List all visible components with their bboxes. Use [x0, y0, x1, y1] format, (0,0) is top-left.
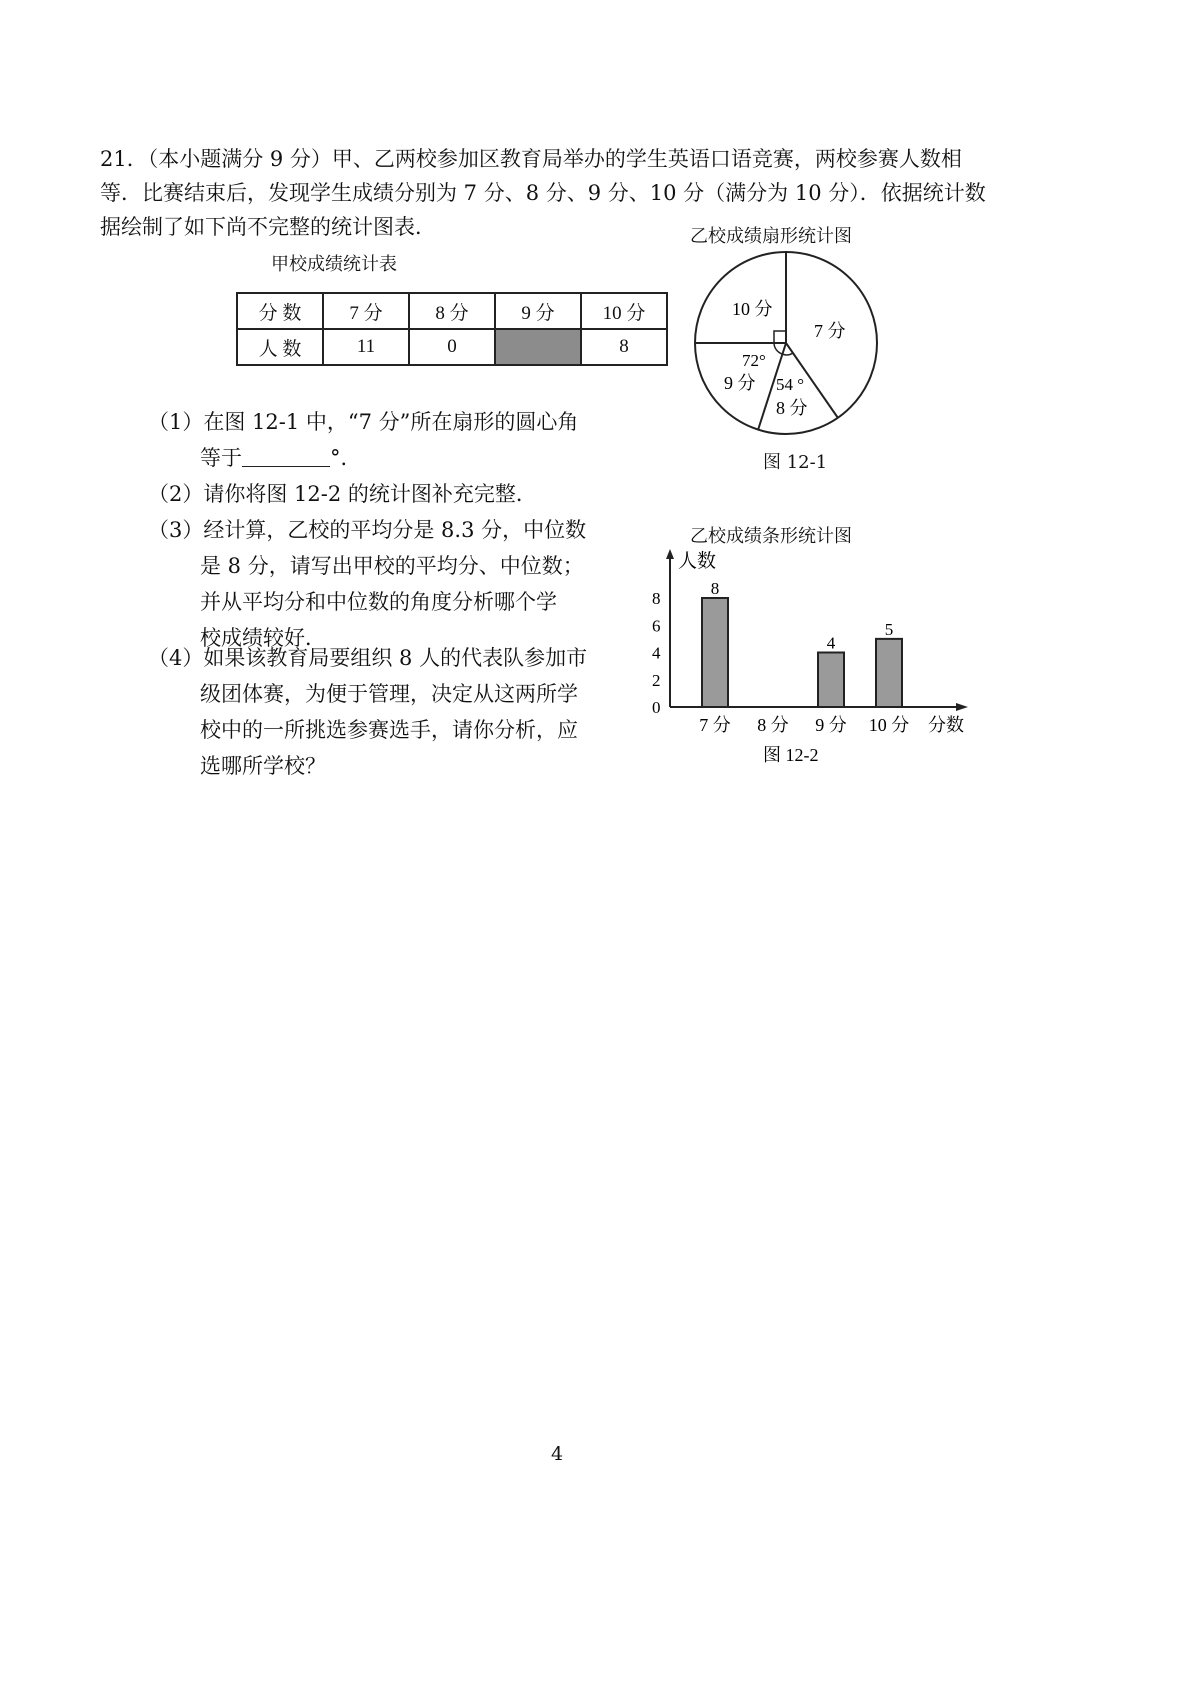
table-header-row: [237, 293, 667, 329]
pie-label-9: 9 分: [724, 373, 756, 393]
table-cell-shaded: [495, 329, 581, 365]
question-4: [148, 640, 587, 784]
bar: [818, 653, 844, 708]
question-2: [148, 476, 537, 512]
problem-line: 据绘制了如下尚不完整的统计图表．: [100, 215, 436, 239]
bar-chart: [640, 545, 980, 785]
table-cell: 9 分: [495, 293, 581, 329]
question-text: 并从平均分和中位数的角度分析哪个学: [200, 590, 557, 614]
question-number: （2）: [148, 482, 204, 506]
question-text: 请你将图 12-2 的统计图补充完整．: [203, 482, 537, 506]
x-tick-label: 10 分: [868, 715, 910, 735]
y-tick-label: 0: [652, 698, 661, 717]
table-cell: 8: [581, 329, 667, 365]
y-tick-label: 8: [652, 589, 661, 608]
pie-chart: [690, 246, 890, 446]
y-axis-label: 人数: [678, 551, 717, 572]
question-3: [148, 512, 586, 656]
x-tick-label: 8 分: [757, 715, 789, 735]
page-number: 4: [551, 1443, 564, 1465]
table-cell: 10 分: [581, 293, 667, 329]
x-axis-label: 分数: [928, 715, 964, 735]
problem-line: 等．比赛结束后，发现学生成绩分别为 7 分、8 分、9 分、10 分（满分为 10 分）．依据统计数: [100, 181, 986, 205]
bar: [702, 598, 728, 707]
answer-blank: [242, 444, 330, 467]
bar: [876, 639, 902, 707]
question-1: [148, 404, 578, 476]
question-text: 如果该教育局要组织 8 人的代表队参加市: [203, 646, 588, 670]
table-cell: 11: [323, 329, 409, 365]
x-tick-label: 7 分: [699, 715, 731, 735]
problem-line: 21．（本小题满分 9 分）甲、乙两校参加区教育局举办的学生英语口语竞赛，两校参赛人数相: [100, 147, 962, 171]
question-text: 级团体赛，为便于管理，决定从这两所学: [200, 682, 578, 706]
pie-caption: 图 12-1: [763, 452, 828, 473]
pie-angle-54: 54 °: [776, 375, 805, 394]
bar-value-label: 8: [710, 579, 720, 598]
x-axis-arrow: [956, 703, 968, 711]
table-cell: 8 分: [409, 293, 495, 329]
score-table: [236, 292, 668, 366]
table-title: 甲校成绩统计表: [271, 254, 397, 275]
pie-label-7: 7 分: [814, 321, 846, 341]
y-axis-arrow: [666, 549, 674, 559]
question-number: （1）: [148, 410, 204, 434]
bar-chart-title: 乙校成绩条形统计图: [690, 526, 852, 547]
question-text: 等于: [200, 446, 242, 470]
table-cell: 人 数: [237, 329, 323, 365]
table-cell: 7 分: [323, 293, 409, 329]
problem-statement: [100, 142, 1130, 244]
question-text: 选哪所学校？: [200, 754, 326, 778]
bar-caption: 图 12-2: [763, 745, 819, 765]
question-text: 校中的一所挑选参赛选手，请你分析，应: [200, 718, 578, 742]
y-tick-label: 6: [652, 616, 661, 636]
y-tick-label: 4: [652, 643, 661, 663]
question-text: °．: [330, 446, 362, 470]
question-text: 经计算，乙校的平均分是 8.3 分，中位数: [203, 518, 587, 542]
pie-angle-72: 72°: [742, 351, 766, 370]
question-text: 是 8 分，请写出甲校的平均分、中位数；: [200, 554, 584, 578]
pie-title: 乙校成绩扇形统计图: [690, 226, 852, 247]
bar-value-label: 4: [826, 633, 836, 653]
bar-value-label: 5: [884, 619, 894, 639]
table-cell: 0: [409, 329, 495, 365]
table-row: [237, 329, 667, 365]
score-table-wrap: [236, 292, 668, 366]
pie-label-8: 8 分: [776, 398, 808, 418]
table-cell: 分 数: [237, 293, 323, 329]
question-number: （4）: [148, 646, 204, 670]
question-number: （3）: [148, 518, 204, 542]
x-tick-label: 9 分: [815, 715, 847, 735]
question-text: 校成绩较好．: [200, 626, 326, 650]
question-text: 在图 12-1 中，“7 分”所在扇形的圆心角: [203, 410, 579, 434]
pie-label-10: 10 分: [732, 299, 773, 319]
y-tick-label: 2: [652, 670, 661, 690]
